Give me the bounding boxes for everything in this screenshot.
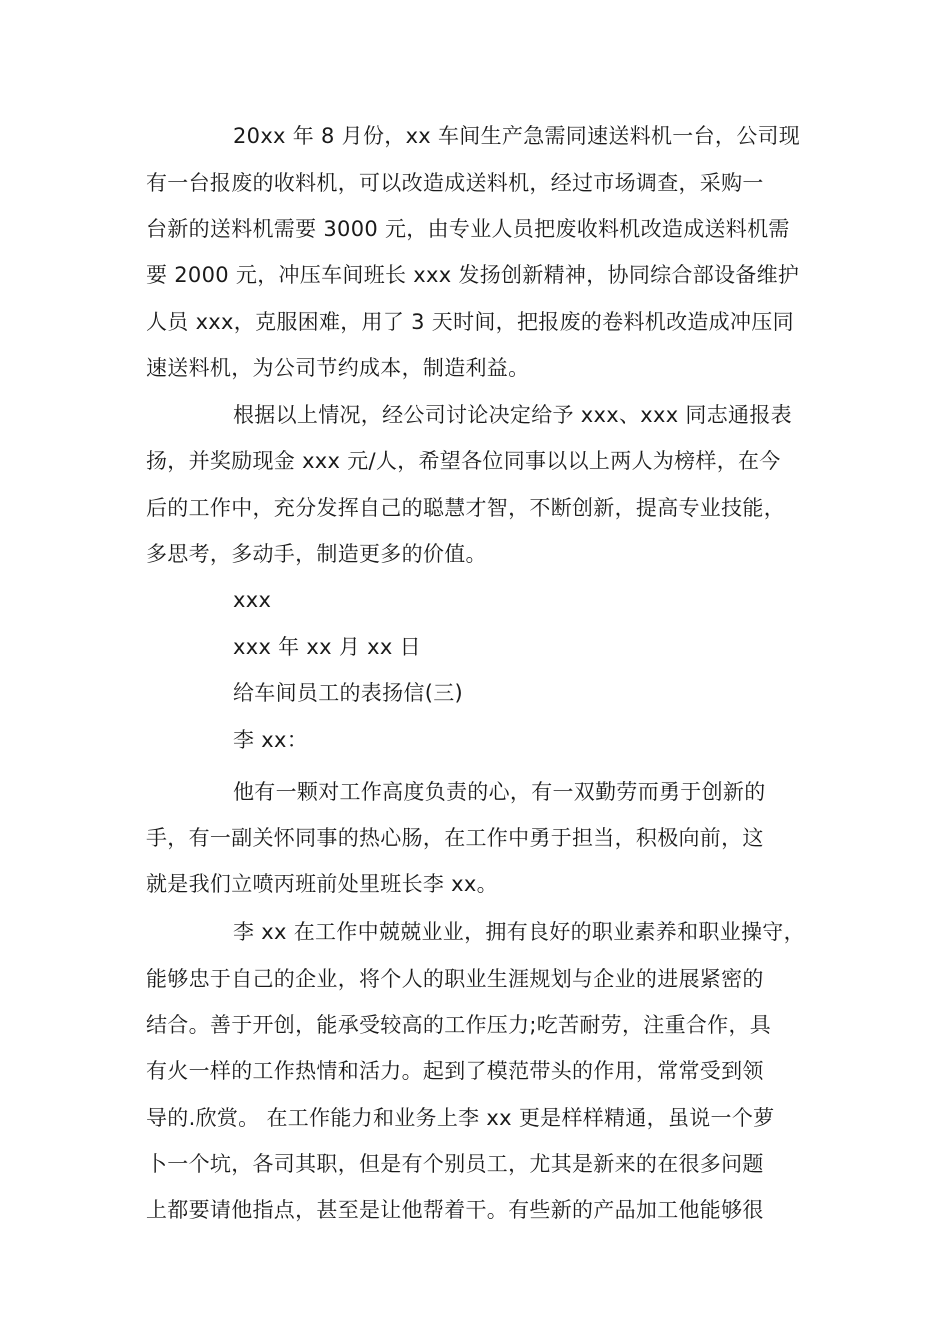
paragraph-4-line-3: 结合。善于开创，能承受较高的工作压力;吃苦耐劳，注重合作，具 (146, 1013, 772, 1037)
date: xxx 年 xx 月 xx 日 (233, 635, 421, 659)
paragraph-2-line-3: 后的工作中，充分发挥自己的聪慧才智，不断创新，提高专业技能， (146, 496, 785, 520)
paragraph-3-line-1: 他有一颗对工作高度负责的心，有一双勤劳而勇于创新的 (233, 780, 766, 804)
paragraph-4-line-5: 导的.欣赏。 在工作能力和业务上李 xx 更是样样精通，虽说一个萝 (146, 1106, 775, 1130)
paragraph-1-line-4: 要 2000 元，冲压车间班长 xxx 发扬创新精神，协同综合部设备维护 (146, 263, 800, 287)
paragraph-1-line-3: 台新的送料机需要 3000 元，由专业人员把废收料机改造成送料机需 (146, 217, 790, 241)
paragraph-4-line-1: 李 xx 在工作中兢兢业业，拥有良好的职业素养和职业操守， (233, 920, 805, 944)
paragraph-1-line-2: 有一台报废的收料机，可以改造成送料机，经过市场调查，采购一 (146, 171, 764, 195)
section-title: 给车间员工的表扬信(三) (233, 681, 463, 705)
paragraph-2-line-4: 多思考，多动手，制造更多的价值。 (146, 542, 487, 566)
paragraph-1-line-1: 20xx 年 8 月份，xx 车间生产急需同速送料机一台，公司现 (233, 124, 801, 148)
paragraph-1-line-5: 人员 xxx，克服困难，用了 3 天时间，把报废的卷料机改造成冲压同 (146, 310, 794, 334)
paragraph-4-line-2: 能够忠于自己的企业，将个人的职业生涯规划与企业的进展紧密的 (146, 967, 764, 991)
paragraph-2-line-2: 扬，并奖励现金 xxx 元/人，希望各位同事以以上两人为榜样，在今 (146, 449, 781, 473)
paragraph-3-line-3: 就是我们立喷丙班前处里班长李 xx。 (146, 872, 498, 896)
paragraph-1-line-6: 速送料机，为公司节约成本，制造利益。 (146, 356, 530, 380)
signature: xxx (233, 588, 272, 612)
paragraph-2-line-1: 根据以上情况，经公司讨论决定给予 xxx、xxx 同志通报表 (233, 403, 792, 427)
paragraph-4-line-4: 有火一样的工作热情和活力。起到了模范带头的作用，常常受到领 (146, 1059, 764, 1083)
paragraph-4-line-6: 卜一个坑，各司其职，但是有个别员工，尤其是新来的在很多问题 (146, 1152, 764, 1176)
paragraph-3-line-2: 手，有一副关怀同事的热心肠，在工作中勇于担当，积极向前，这 (146, 826, 764, 850)
salutation: 李 xx： (233, 728, 309, 752)
paragraph-4-line-7: 上都要请他指点，甚至是让他帮着干。有些新的产品加工他能够很 (146, 1198, 764, 1222)
